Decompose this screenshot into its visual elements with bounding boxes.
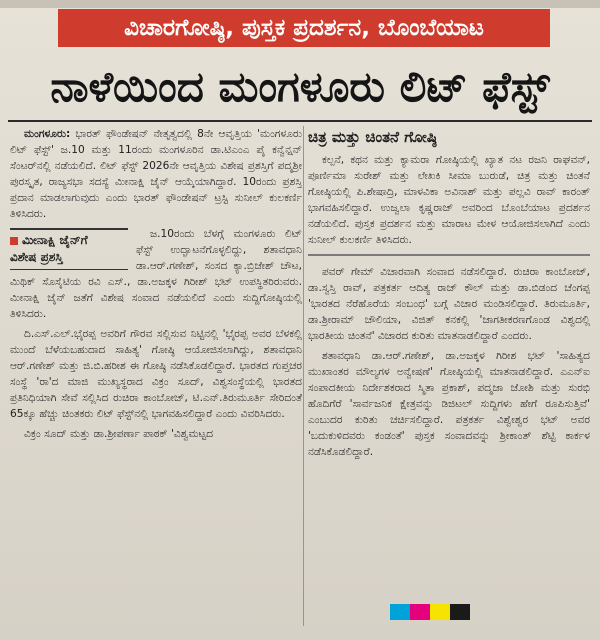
- column-divider: [303, 126, 304, 626]
- yellow-swatch: [430, 604, 450, 620]
- lead-text: ಭಾರತ್ ಫೌಂಡೇಷನ್ ನೇತೃತ್ವದಲ್ಲಿ 8ನೇ ಆವೃತ್ತಿಯ 'ಮಂಗಳೂರು ಲಿಟ್ ಫೆಸ್ಟ್' ಜ.10 ಮತ್ತು 11ರಂದು ಮಂಗಳೂರಿನ ಡಾ.ಟಿಎಂಎ ಪೈ ಕನ್ವೆನ್ಷನ್ ಸೆಂಟರ್‌ನಲ್ಲಿ ನಡೆಯಲಿದೆ. ಲಿಟ್ ಫೆಸ್ಟ್ 2026ನೇ ಆವೃತ್ತಿಯ ವಿಶೇಷ ಪ್ರಶಸ್ತಿಗೆ ಪದ್ಮಶ್ರೀ ಪುರಸ್ಕೃತ, ರಾಜ್ಯಸಭಾ ಸದಸ್ಯೆ ಮೀನಾಕ್ಷಿ ಜೈನ್ ಆಯ್ಕೆಯಾಗಿದ್ದಾರೆ. 10ರಂದು ಪ್ರಶಸ್ತಿ ಪ್ರದಾನ ಮಾಡಲಾಗುವುದು ಎಂದು ಭಾರತ್ ಫೌಂಡೇಷನ್ ಟ್ರಸ್ಟಿ ಸುನೀಲ್ ಕುಲಕರ್ಣಿ ತಿಳಿಸಿದರು.: [10, 128, 302, 220]
- sidebox-award: [10, 228, 128, 270]
- top-edge: [0, 0, 600, 8]
- dateline: ಮಂಗಳೂರು:: [24, 128, 71, 140]
- left-column: [10, 126, 302, 634]
- headline-rule: [8, 120, 592, 122]
- paragraph-3: ದಿ.ಎಸ್.ಎಲ್.ಭೈರಪ್ಪ ಅವರಿಗೆ ಗೌರವ ಸಲ್ಲಿಸುವ ನಿಟ್ಟಿನಲ್ಲಿ 'ಭೈರಪ್ಪ ಅವರ ಬೆಳಕಲ್ಲಿ ಮುಂದೆ ಬೆಳೆಯಬಹುದಾದ ಸಾಹಿತ್ಯ' ಗೋಷ್ಠಿ ಆಯೋಜಿಸಲಾಗಿದ್ದು, ಶತಾವಧಾನಿ ಆರ್.ಗಣೇಶ್ ಮತ್ತು ಜಿ.ಬಿ.ಹರೀಶ ಈ ಗೋಷ್ಠಿ ನಡೆಸಿಕೊಡಲಿದ್ದಾರೆ. ಭಾರತದ ಗುಪ್ತಚರ ಸಂಸ್ಥೆ 'ರಾ'ದ ಮಾಜಿ ಮುಖ್ಯಸ್ಥರಾದ ವಿಕ್ರಂ ಸೂದ್, ವಿಶ್ವಸಂಸ್ಥೆಯಲ್ಲಿ ಭಾರತದ ಪ್ರತಿನಿಧಿಯಾಗಿ ಸೇವೆ ಸಲ್ಲಿಸಿದ ರುಚಿರಾ ಕಾಂಬೋಜ್, ಟಿ.ಎನ್.ತಿರುಮೂರ್ತಿ ಸೇರಿದಂತೆ 65ಕ್ಕೂ ಹೆಚ್ಚು ಚಿಂತಕರು ಲಿಟ್ ಫೆಸ್ಟ್‌ನಲ್ಲಿ ಭಾಗವಹಿಸಲಿದ್ದಾರೆ ಎಂದು ವಿವರಿಸಿದರು.: [10, 328, 302, 420]
- print-color-bar: [390, 604, 470, 620]
- subheading: ಚಿತ್ರ ಮತ್ತು ಚಿಂತನೆ ಗೋಷ್ಠಿ: [308, 128, 438, 146]
- right-paragraph-3: ಶತಾವಧಾನಿ ಡಾ.ಆರ್.ಗಣೇಶ್, ಡಾ.ಅಜಕ್ಕಳ ಗಿರೀಶ ಭಟ್ 'ಸಾಹಿತ್ಯದ ಮುಖಾಂತರ ಮೌಲ್ಯಗಳ ಅನ್ವೇಷಣೆ' ಗೋಷ್ಠಿಯಲ್ಲಿ ಮಾತನಾಡಲಿದ್ದಾರೆ. ಎಎನ್‌ಐ ಸಂಪಾದಕೀಯ ನಿರ್ದೇಶಕರಾದ ಸ್ಮಿತಾ ಪ್ರಕಾಶ್, ಪದ್ಮಜಾ ಜೋಶಿ ಮತ್ತು ಸುರಭಿ ಹೊದಿಗೆರೆ 'ಸಾರ್ವಜನಿಕ ಕ್ಷೇತ್ರವನ್ನು ಡಿಜಿಟಲ್ ಸುದ್ದಿಗಳು ಹೇಗೆ ರೂಪಿಸುತ್ತಿವೆ' ಎಂಬುದರ ಕುರಿತು ಚರ್ಚಿಸಲಿದ್ದಾರೆ. ಪತ್ರಕರ್ತ ವಿಶ್ವೇಶ್ವರ ಭಟ್ ಅವರ 'ಬದುಕುಳಿದವರು ಕಂಡಂತೆ' ಪುಸ್ತಕ ಸಂವಾದವನ್ನು ಶ್ರೀಕಾಂತ್ ಶೆಟ್ಟಿ ಕಾರ್ಕಳ ನಡೆಸಿಕೊಡಲಿದ್ದಾರೆ.: [308, 350, 590, 458]
- right-column: [308, 126, 590, 634]
- black-swatch: [450, 604, 470, 620]
- sidebox-line-1: ಮೀನಾಕ್ಷಿ ಜೈನ್‌ಗೆ: [22, 233, 88, 247]
- section-rule: [308, 254, 590, 256]
- magenta-swatch: [410, 604, 430, 620]
- sidebox-line-2: ವಿಶೇಷ ಪ್ರಶಸ್ತಿ: [10, 250, 63, 264]
- cyan-swatch: [390, 604, 410, 620]
- bullet-icon: [10, 237, 18, 245]
- right-paragraph-1: ಕಲ್ಪನೆ, ಕಥನ ಮತ್ತು ಕ್ಯಾಮರಾ ಗೋಷ್ಠಿಯಲ್ಲಿ ಖ್ಯಾತ ನಟ ರಜನಿ ರಾಘವನ್, ಪೂರ್ಣಿಮಾ ಸುರೇಶ್ ಮತ್ತು ಲೇಖಕಿ ಸೀಮಾ ಬುರುಡೆ, ಚಿತ್ರ ಮತ್ತು ಚಿಂತನೆ ಗೋಷ್ಠಿಯಲ್ಲಿ ಪಿ.ಶೇಷಾದ್ರಿ, ಮಾಳವಿಕಾ ಅವಿನಾಶ್ ಮತ್ತು ಪಲ್ಲವಿ ರಾವ್ ಕಾರಂತ್ ಭಾಗವಹಿಸಲಿದ್ದಾರೆ. ಉಜ್ವಲಾ ಕೃಷ್ಣರಾಜ್ ಅವರಿಂದ ಬೊಂಬೆಯಾಟ ಪ್ರದರ್ಶನ ನಡೆಯಲಿದೆ. ಪುಸ್ತಕ ಪ್ರದರ್ಶನ ಮತ್ತು ಮಾರಾಟ ಮೇಳ ಆಯೋಜಿಸಲಾಗಿದೆ ಎಂದು ಸುನೀಲ್ ಕುಲಕರ್ಣಿ ತಿಳಿಸಿದರು.: [308, 154, 590, 246]
- paragraph-2: ಜ.10ರಂದು ಬೆಳಗ್ಗೆ ಮಂಗಳೂರು ಲಿಟ್ ಫೆಸ್ಟ್ ಉದ್ಘಾಟನೆಗೊಳ್ಳಲಿದ್ದು, ಶತಾವಧಾನಿ ಡಾ.ಆರ್.ಗಣೇಶ್, ಸಂಸದ ಕ್ಯಾ.ಬ್ರಿಜೇಶ್ ಚೌಟ, ಮಿಥಿಕ್ ಸೊಸೈಟಿಯ ರವಿ ಎಸ್., ಡಾ.ಅಜಕ್ಕಳ ಗಿರೀಶ್ ಭಟ್ ಉಪಸ್ಥಿತರಿರುವರು. ಮೀನಾಕ್ಷಿ ಜೈನ್ ಜತೆಗೆ ವಿಶೇಷ ಸಂವಾದ ನಡೆಯಲಿದೆ ಎಂದು ಸುದ್ದಿಗೋಷ್ಠಿಯಲ್ಲಿ ತಿಳಿಸಿದರು.: [10, 228, 302, 320]
- paragraph-lead: [10, 126, 302, 222]
- kicker-banner: ವಿಚಾರಗೋಷ್ಠಿ, ಪುಸ್ತಕ ಪ್ರದರ್ಶನ, ಬೊಂಬೆಯಾಟ: [58, 9, 550, 47]
- headline: ನಾಳೆಯಿಂದ ಮಂಗಳೂರು ಲಿಟ್ ಫೆಸ್ಟ್: [50, 62, 550, 111]
- paragraph-4: ವಿಕ್ರಂ ಸೂದ್ ಮತ್ತು ಡಾ.ಶ್ರೀಪರ್ಣಾ ಪಾಠಕ್ 'ವಿಶ್ವಮಟ್ಟದ: [24, 428, 214, 440]
- right-paragraph-2: ಪವರ್ ಗೇಮ್ ವಿಚಾರವಾಗಿ ಸಂವಾದ ನಡೆಸಲಿದ್ದಾರೆ. ರುಚಿರಾ ಕಾಂಬೋಜ್, ಡಾ.ಸ್ವಸ್ತಿ ರಾವ್, ಪತ್ರಕರ್ತ ಆದಿತ್ಯ ರಾಜ್ ಕೌಲ್ ಮತ್ತು ಡಾ.ಬಿಡಂದ ಚೆಂಗಪ್ಪ 'ಭಾರತದ ನೆರೆಹೊರೆಯ ಸಂಬಂಧ' ಬಗ್ಗೆ ವಿಚಾರ ಮಂಡಿಸಲಿದ್ದಾರೆ. ತಿರುಮೂರ್ತಿ, ಡಾ.ಶ್ರೀರಾಮ್ ಚೌಲಿಯಾ, ವಿಜಿತ್ ಕನಕಲ್ಲಿ 'ಜಾಗತೀಕರಣಗೊಂಡ ವಿಶ್ವದಲ್ಲಿ ಭಾರತೀಯ ಚಿಂತನೆ' ವಿಚಾರದ ಕುರಿತು ಮಾತನಾಡಲಿದ್ದಾರೆ ಎಂದರು.: [308, 266, 590, 342]
